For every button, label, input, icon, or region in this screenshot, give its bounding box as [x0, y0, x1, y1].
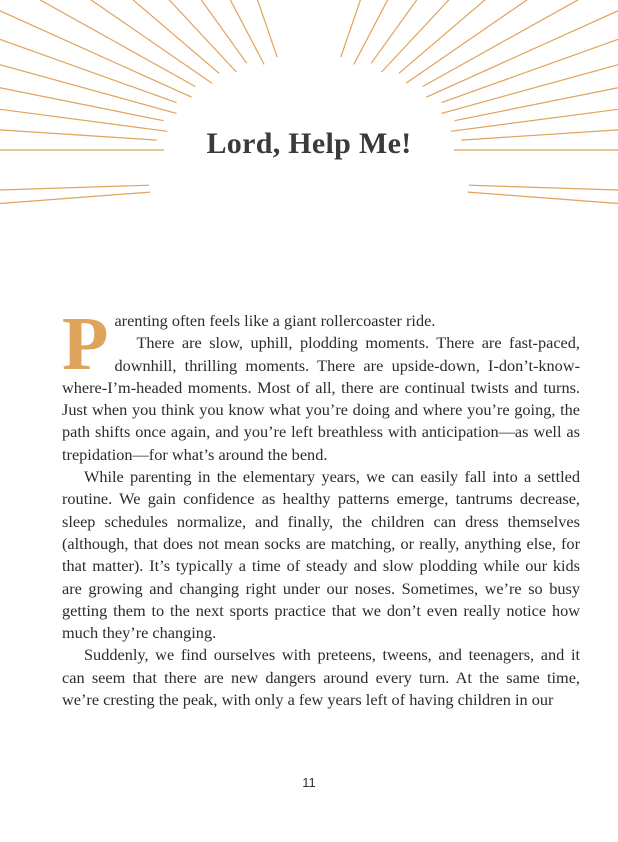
sunburst-rays: [0, 0, 618, 230]
paragraph-1-first-line: arenting often feels like a giant rollercoaster ride.: [114, 311, 436, 330]
sunburst-ray: [222, 0, 278, 57]
sunburst-ray: [426, 0, 618, 97]
paragraph-1-text: There are slow, uphill, plodding moments. There are fast-paced, downhill, thrilling moments. There are upside-down, I-don’t-know-where-I’m-headed moments. Most of all, there are continual twists and turns. Just when you think you know what you’re doing and where you’re going, the path shifts once again, and you’re left breathless with anticipation—as well as trepidation—for what’s around the bend.: [62, 333, 580, 464]
sunburst-ray: [0, 96, 167, 131]
sunburst-ray: [179, 0, 264, 65]
page-number: 11: [302, 775, 316, 790]
paragraph-1: [62, 302, 580, 466]
sunburst-ray: [341, 0, 397, 57]
drop-cap: P: [62, 302, 109, 386]
sunburst-ray: [469, 185, 618, 193]
sunburst-ray: [0, 185, 149, 193]
sunburst-ray: [62, 0, 219, 73]
sunburst-ray: [0, 192, 150, 212]
sunburst-ray: [451, 96, 618, 131]
chapter-body: [62, 302, 580, 711]
sunburst-ray: [371, 0, 480, 63]
sunburst-ray: [0, 0, 195, 86]
sunburst-ray: [354, 0, 439, 65]
sunburst-ray: [99, 0, 237, 72]
sunburst-ray: [0, 0, 192, 97]
sunburst-ray: [423, 0, 618, 86]
sunburst-ray: [28, 0, 212, 83]
sunburst-ray: [406, 0, 590, 83]
sunburst-ray: [399, 0, 556, 73]
paragraph-2: While parenting in the elementary years, we can easily fall into a settled routine. We gain confidence as healthy patterns emerge, tantrums decrease, sleep schedules normalize, and finally, the children can dress themselves (although, that does not mean socks are matching, or really, anything else, for that matter). It’s typically a time of steady and slow plodding while our kids are growing and changing right under our noses. Sometimes, we’re so busy getting them to the next sports practice that we don’t even really notice how much they’re changing.: [62, 467, 580, 643]
sunburst-ray: [382, 0, 520, 72]
sunburst-ray: [468, 192, 618, 212]
chapter-title: Lord, Help Me!: [206, 127, 412, 160]
sunburst-ray: [138, 0, 247, 63]
paragraph-3: Suddenly, we find ourselves with preteens, tweens, and teenagers, and it can seem that there are new dangers around every turn. At the same time, we’re cresting the peak, with only a few years left of having children in our: [62, 645, 580, 710]
